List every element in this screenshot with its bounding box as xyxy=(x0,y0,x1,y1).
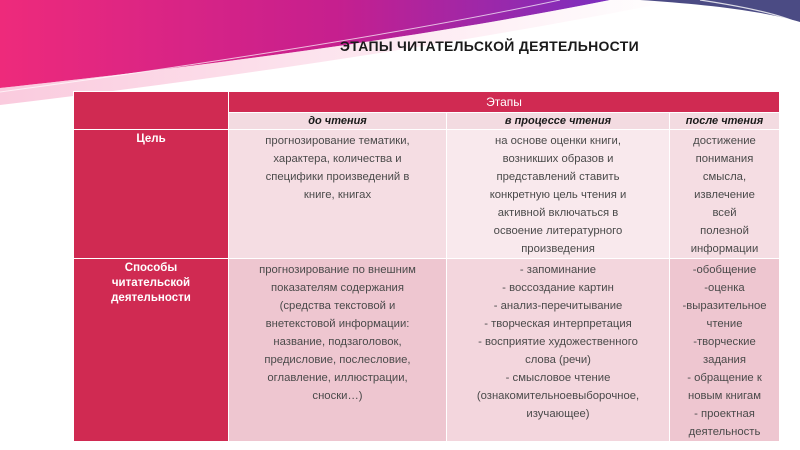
cell-text-line: на основе оценки книги, xyxy=(494,135,621,147)
cell-text-line: задания xyxy=(702,354,746,366)
cell-text-line: -выразительное xyxy=(682,300,767,312)
cell-text-line: смысла, xyxy=(702,171,747,183)
cell-text-line: (средства текстовой и xyxy=(279,300,396,312)
cell-text-line: специфики произведений в xyxy=(265,171,410,183)
cell-text-line: полезной xyxy=(700,225,749,237)
cell-text-line: прогнозирование по внешним xyxy=(259,264,416,276)
cell-text-line: -обобщение xyxy=(692,264,757,276)
cell-text-line: чтение xyxy=(706,318,743,330)
cell-text-line: произведения xyxy=(521,243,595,255)
cell-text-line: возникших образов и xyxy=(502,153,614,165)
cell-text-line: книге, книгах xyxy=(303,189,372,201)
cell-text-line: - смысловое чтение xyxy=(505,372,611,384)
cell-text-line: (ознакомительноевыборочное, xyxy=(476,390,640,402)
row-header-line: Способы xyxy=(124,262,178,274)
row-header-line: Цель xyxy=(136,133,166,145)
cell-text-line: - восприятие художественного xyxy=(478,336,638,348)
cell-text-line: изучающее) xyxy=(526,408,590,420)
column-header: до чтения xyxy=(229,113,447,130)
cell-text-line: представлений ставить xyxy=(496,171,620,183)
row-header-line: читательской xyxy=(111,277,191,289)
table-cell xyxy=(447,259,670,442)
table-cell xyxy=(229,130,447,259)
cell-text-line: название, подзаголовок, xyxy=(273,336,402,348)
cell-text-line: - творческая интерпретация xyxy=(484,318,632,330)
cell-text-line: прогнозирование тематики, xyxy=(265,135,410,147)
table-row xyxy=(74,130,780,259)
cell-text-line: предисловие, послесловие, xyxy=(264,354,411,366)
cell-text-line: освоение литературного xyxy=(493,225,623,237)
cell-text-line: слова (речи) xyxy=(525,354,591,366)
cell-text-line: активной включаться в xyxy=(497,207,619,219)
table-cell xyxy=(670,259,780,442)
reading-stages-table xyxy=(73,91,780,442)
cell-text-line: понимания xyxy=(695,153,754,165)
cell-text-line: - проектная xyxy=(694,408,755,420)
cell-text-line: - анализ-перечитывание xyxy=(493,300,623,312)
corner-header-cell xyxy=(74,92,229,130)
table-cell xyxy=(447,130,670,259)
table-row xyxy=(74,259,780,442)
cell-text-line: конкретную цель чтения и xyxy=(489,189,627,201)
row-header-line: деятельности xyxy=(111,292,191,304)
stages-group-header: Этапы xyxy=(229,92,780,113)
cell-text-line: новым книгам xyxy=(688,390,761,402)
cell-text-line: сноски…) xyxy=(312,390,363,402)
cell-text-line: - запоминание xyxy=(519,264,597,276)
slide-title: ЭТАПЫ ЧИТАТЕЛЬСКОЙ ДЕЯТЕЛЬНОСТИ xyxy=(340,38,639,54)
cell-text-line: всей xyxy=(712,207,737,219)
table-cell xyxy=(670,130,780,259)
cell-text-line: достижение xyxy=(693,135,756,147)
row-header xyxy=(74,259,229,442)
cell-text-line: оглавление, иллюстрации, xyxy=(267,372,408,384)
column-header: после чтения xyxy=(670,113,780,130)
cell-text-line: -творческие xyxy=(693,336,756,348)
cell-text-line: характера, количества и xyxy=(273,153,402,165)
cell-text-line: - воссоздание картин xyxy=(502,282,614,294)
cell-text-line: -оценка xyxy=(704,282,745,294)
cell-text-line: деятельность xyxy=(688,426,761,438)
row-header xyxy=(74,130,229,259)
table-cell xyxy=(229,259,447,442)
cell-text-line: внетекстовой информации: xyxy=(265,318,410,330)
cell-text-line: информации xyxy=(690,243,759,255)
cell-text-line: извлечение xyxy=(694,189,755,201)
cell-text-line: показателям содержания xyxy=(270,282,404,294)
cell-text-line: - обращение к xyxy=(687,372,762,384)
column-header: в процессе чтения xyxy=(447,113,670,130)
